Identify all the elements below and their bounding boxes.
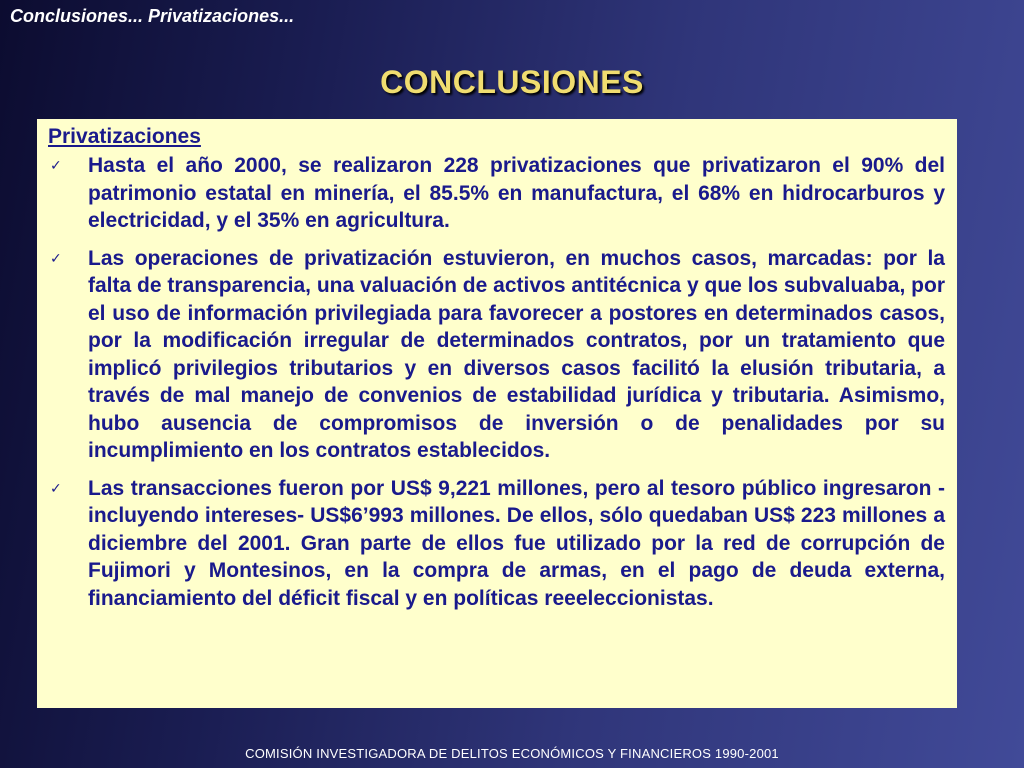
bullet-item [48,245,945,465]
checkmark-icon: ✓ [50,249,62,266]
bullet-list [48,152,945,612]
section-heading: Privatizaciones [48,125,201,148]
bullet-text: Las transacciones fueron por US$ 9,221 millones, pero al tesoro público ingresaron - incluyendo intereses- US$6’993 millones. De ellos, sólo quedaban US$ 223 millones a diciembre del 2001. Gran parte de ellos fue utilizado por la red de corrupción de Fujimori y Montesinos, en la compra de armas, en el pago de deuda externa, financiamiento del déficit fiscal y en políticas reeeleccionistas. [88,476,945,610]
checkmark-icon: ✓ [50,157,62,173]
bullet-text: Hasta el año 2000, se realizaron 228 privatizaciones que privatizaron el 90% del patrimonio estatal en minería, el 85.5% en manufactura, el 68% en hidrocarburos y electricidad, y el 35% en agricultura. [88,154,945,232]
slide-footer: COMISIÓN INVESTIGADORA DE DELITOS ECONÓMICOS Y FINANCIEROS 1990-2001 [245,746,779,761]
slide-title: CONCLUSIONES [380,64,644,100]
bullet-item [48,475,945,613]
bullet-text: Las operaciones de privatización estuvieron, en muchos casos, marcadas: por la falta de transparencia, una valuación de activos antitécnica y que los subvaluaba, por el uso de información privilegiada para favorecer a postores en determinados casos, por la modificación irregular de determinados contratos, por un tratamiento que implicó privilegios tributarios y en diversos casos facilitó la elusión tributaria, a través de mal manejo de convenios de estabilidad jurídica y tributaria. Asimismo, hubo ausencia de compromisos de inversión o de penalidades por su incumplimiento en los contratos establecidos. [88,246,945,462]
bullet-item [48,152,945,235]
content-box [37,119,957,708]
slide-header: Conclusiones... Privatizaciones... [10,6,295,26]
checkmark-icon: ✓ [50,479,62,496]
